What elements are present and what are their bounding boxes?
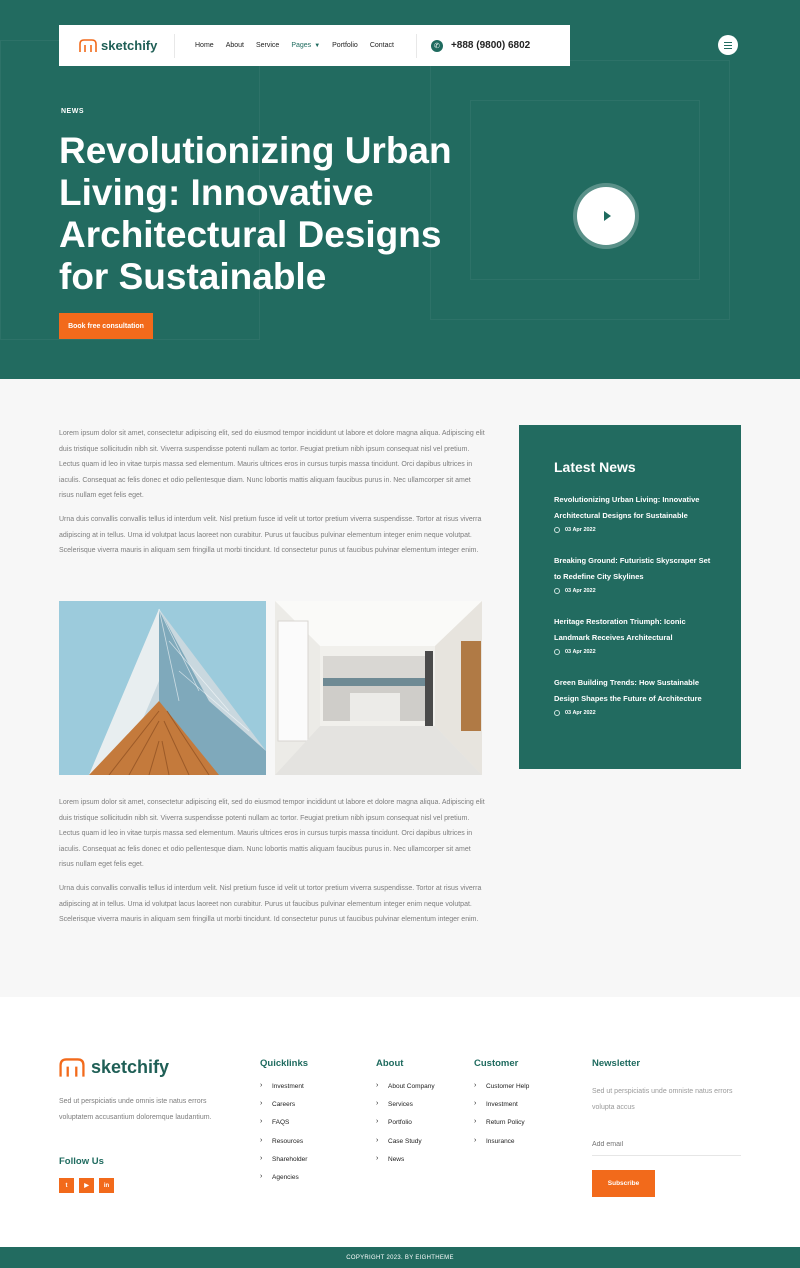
footer-link[interactable] [474,1083,529,1101]
article-paragraph-2: Urna duis convallis convallis tellus id interdum velit. Nisl pretium fusce id velit ut tortor pretium viverra suspendisse. Tortor at risus viverra adipiscing at in tellus. Urna id volutpat lacus laoreet non curabitur. Purus ut faucibus pulvinar elementum integer enim neque volutpat. Scelerisque viverra mauris in aliquam sem fringilla ut morbi tincidunt. Id consectetur purus ut faucibus pulvinar elementum integer enim. [59,516,482,555]
chevron-right-icon: › [260,1100,263,1108]
newsletter-text: Sed ut perspiciatis unde omniste natus errors volupta accus [592,1088,733,1111]
play-video-button[interactable] [573,183,639,249]
logo-icon [59,1058,85,1078]
hero-tag: NEWS [61,108,84,115]
play-button-circle [577,187,635,245]
footer-link-label: Shareholder [272,1155,308,1163]
news-item-date [554,710,714,716]
chevron-right-icon: › [376,1136,379,1144]
chevron-right-icon: › [260,1136,263,1144]
news-item-title[interactable]: Green Building Trends: How Sustainable Design Shapes the Future of Architecture [554,678,702,703]
news-date-text: 03 Apr 2022 [565,527,596,533]
architecture-image [59,601,266,775]
chevron-right-icon: › [474,1136,477,1144]
youtube-icon[interactable]: ▶ [79,1178,94,1193]
nav-portfolio[interactable]: Portfolio [332,42,358,49]
footer-link-label: Careers [272,1101,296,1109]
footer-link[interactable] [260,1101,308,1119]
news-item-date [554,588,714,594]
news-item[interactable] [554,492,714,533]
footer-link-label: Services [388,1101,413,1109]
footer-link-label: Investment [486,1101,518,1109]
footer-link-label: Portfolio [388,1119,412,1127]
footer-link[interactable] [260,1156,308,1174]
chevron-right-icon: › [376,1082,379,1089]
clock-icon [554,588,560,594]
menu-icon-line [724,42,732,43]
footer-quicklinks [260,1058,308,1192]
menu-icon-line [724,45,732,46]
footer-link-label: Insurance [486,1137,515,1145]
news-date-text: 03 Apr 2022 [565,588,596,594]
footer-link[interactable] [376,1138,435,1156]
chevron-right-icon: › [474,1118,477,1126]
menu-icon-line [724,48,732,49]
footer-link[interactable] [474,1101,529,1119]
logo-text: sketchify [101,38,158,53]
news-item-date [554,527,714,533]
hero-section [0,0,800,379]
book-consultation-button[interactable]: Book free consultation [59,313,153,339]
footer-link[interactable] [376,1101,435,1119]
footer-link-label: Resources [272,1137,304,1145]
footer-logo-text: sketchify [91,1057,170,1077]
clock-icon [554,649,560,655]
quicklinks-title: Quicklinks [260,1058,309,1069]
chevron-right-icon: › [376,1154,379,1162]
chevron-right-icon: › [474,1082,477,1089]
newsletter-title: Newsletter [592,1058,641,1069]
nav-pages-label: Pages [291,42,312,49]
copyright-bar: COPYRIGHT 2023. BY EIGHTHEME [0,1247,800,1268]
caret-down-icon: ▼ [314,43,321,49]
footer-link[interactable] [260,1083,308,1101]
footer-link[interactable] [376,1119,435,1137]
twitter-icon[interactable]: t [59,1178,74,1193]
news-item[interactable] [554,675,714,716]
footer-link-label: News [388,1155,405,1163]
footer-link-label: Case Study [388,1137,422,1145]
kitchen-interior-image [275,601,482,775]
logo[interactable] [79,38,174,53]
subscribe-button[interactable]: Subscribe [592,1170,655,1197]
phone-number: +888 (9800) 6802 [450,40,531,51]
footer-description: Sed ut perspiciatis unde omnis iste natus errors voluptatem accusantium doloremque laudantium. [59,1098,212,1121]
footer-link-label: About Company [388,1083,435,1090]
chevron-right-icon: › [260,1172,263,1180]
footer-link-label: Return Policy [486,1119,525,1127]
article-paragraph-4: Urna duis convallis convallis tellus id interdum velit. Nisl pretium fusce id velit ut tortor pretium viverra suspendisse. Tortor at risus viverra adipiscing at in tellus. Urna id volutpat lacus laoreet non curabitur. Purus ut faucibus pulvinar elementum integer enim neque volutpat. Scelerisque viverra mauris in aliquam sem fringilla ut morbi tincidunt. Id consectetur purus ut faucibus pulvinar elementum integer enim. [59,885,482,924]
logo-icon [79,39,97,53]
footer-link[interactable] [260,1119,308,1137]
social-links [59,1178,114,1193]
footer-link-label: FAQS [272,1119,290,1127]
footer-customer [474,1058,529,1156]
linkedin-icon[interactable]: in [99,1178,114,1193]
phone-icon: ✆ [431,40,443,52]
footer-link[interactable] [376,1156,435,1174]
chevron-right-icon: › [260,1082,263,1089]
footer-link[interactable] [260,1174,308,1192]
news-date-text: 03 Apr 2022 [565,649,596,655]
nav-contact[interactable]: Contact [369,42,394,49]
news-item[interactable] [554,553,714,594]
hero-title: Revolutionizing Urban Living: Innovative Architectural Designs for Sustainable [59,130,452,297]
news-item-title[interactable]: Revolutionizing Urban Living: Innovative Architectural Designs for Sustainable [554,495,700,520]
hamburger-menu-button[interactable] [718,35,738,55]
news-item-date [554,649,714,655]
footer-about [376,1058,435,1174]
about-title: About [376,1058,404,1069]
footer-newsletter [592,1058,640,1083]
news-item-title[interactable]: Breaking Ground: Futuristic Skyscraper Set to Redefine City Skylines [554,556,711,581]
article-paragraph-1: Lorem ipsum dolor sit amet, consectetur adipiscing elit, sed do eiusmod tempor incididunt ut labore et dolore magna aliqua. Adipiscing elit duis tristique sollicitudin nibh sit. Viverra suspendisse potenti nullam ac tortor. Feugiat pretium nibh ipsum consequat nisl vel pretium. Lectus quam id leo in vitae turpis massa sed elementum. Mauris ultrices eros in cursus turpis massa tincidunt. Orci dapibus ultrices in iaculis. Consequat ac felis donec et odio pellentesque diam. Nunc lobortis mattis aliquam faucibus purus in. Nec ullamcorper sit amet risus nullam eget felis eget. [59,430,485,500]
nav-pages[interactable] [291,42,320,49]
nav-home[interactable]: Home [195,42,214,49]
footer-link-label: Investment [272,1083,304,1090]
nav-phone[interactable] [416,34,530,58]
clock-icon [554,710,560,716]
nav-divider [174,34,175,58]
footer-logo[interactable] [59,1057,169,1078]
play-icon [604,211,611,221]
news-item-title[interactable]: Heritage Restoration Triumph: Iconic Landmark Receives Architectural [554,617,686,642]
follow-us-heading: Follow Us [59,1156,104,1167]
nav-links [195,42,406,49]
chevron-right-icon: › [376,1118,379,1126]
footer [0,997,800,1247]
clock-icon [554,527,560,533]
footer-link-label: Customer Help [486,1083,530,1090]
latest-news-heading: Latest News [554,459,636,475]
footer-link-label: Agencies [272,1173,299,1181]
footer-link[interactable] [376,1083,435,1101]
navbar [59,25,570,66]
nav-about[interactable]: About [225,42,244,49]
nav-service[interactable]: Service [255,42,280,49]
customer-title: Customer [474,1058,519,1069]
latest-news-panel [519,425,741,769]
chevron-right-icon: › [474,1100,477,1108]
footer-link[interactable] [260,1138,308,1156]
chevron-right-icon: › [260,1154,263,1162]
chevron-right-icon: › [260,1118,263,1126]
newsletter-email-input[interactable] [592,1134,741,1156]
footer-link[interactable] [474,1138,529,1156]
article-paragraph-3: Lorem ipsum dolor sit amet, consectetur adipiscing elit, sed do eiusmod tempor incididunt ut labore et dolore magna aliqua. Adipiscing elit duis tristique sollicitudin nibh sit. Viverra suspendisse potenti nullam ac tortor. Feugiat pretium nibh ipsum consequat nisl vel pretium. Lectus quam id leo in vitae turpis massa sed elementum. Mauris ultrices eros in cursus turpis massa tincidunt. Orci dapibus ultrices in iaculis. Consequat ac felis donec et odio pellentesque diam. Nunc lobortis mattis aliquam faucibus purus in. Nec ullamcorper sit amet risus nullam eget felis eget. [59,799,485,869]
news-date-text: 03 Apr 2022 [565,710,596,716]
chevron-right-icon: › [376,1100,379,1108]
footer-link[interactable] [474,1119,529,1137]
news-item[interactable] [554,614,714,655]
